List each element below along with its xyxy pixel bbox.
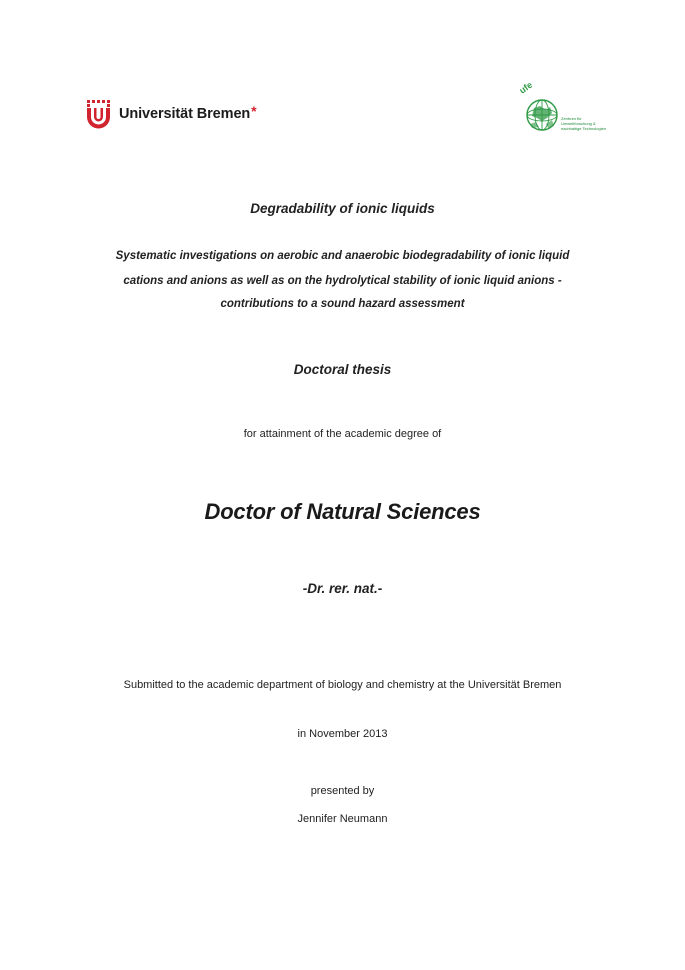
author-name: Jennifer Neumann: [297, 813, 388, 825]
university-emblem-icon: [85, 99, 115, 129]
degree-intro: for attainment of the academic degree of: [243, 428, 442, 440]
thesis-subtitle-line: contributions to a sound hazard assessment: [220, 298, 465, 310]
thesis-type: Doctoral thesis: [293, 362, 392, 377]
degree-abbreviation: -Dr. rer. nat.-: [302, 581, 383, 596]
thesis-subtitle-line: Systematic investigations on aerobic and anaerobic biodegradability of ionic liquid: [115, 250, 570, 262]
ufe-caption-line: nachhaltige Technologien: [561, 126, 607, 131]
submission-statement: Submitted to the academic department of biology and chemistry at the Universität Bremen: [123, 679, 562, 691]
thesis-subtitle-line: cations and anions as well as on the hydrolytical stability of ionic liquid anions -: [123, 275, 562, 287]
submission-date: in November 2013: [297, 728, 388, 740]
ufe-caption-line: Umweltforschung &: [561, 121, 596, 126]
degree-title: Doctor of Natural Sciences: [204, 499, 481, 524]
ufe-mark-text: ufe: [517, 80, 535, 96]
ufe-logo: [512, 80, 612, 140]
globe-icon: [512, 80, 572, 140]
ufe-caption: [561, 116, 621, 131]
university-star-mark: *: [251, 103, 257, 119]
universitat-bremen-logo: [85, 98, 257, 130]
thesis-title: Degradability of ionic liquids: [250, 201, 435, 216]
presented-by-label: presented by: [310, 785, 375, 797]
ufe-caption-line: Zentrum für: [561, 116, 582, 121]
university-name: Universität Bremen: [119, 106, 251, 122]
